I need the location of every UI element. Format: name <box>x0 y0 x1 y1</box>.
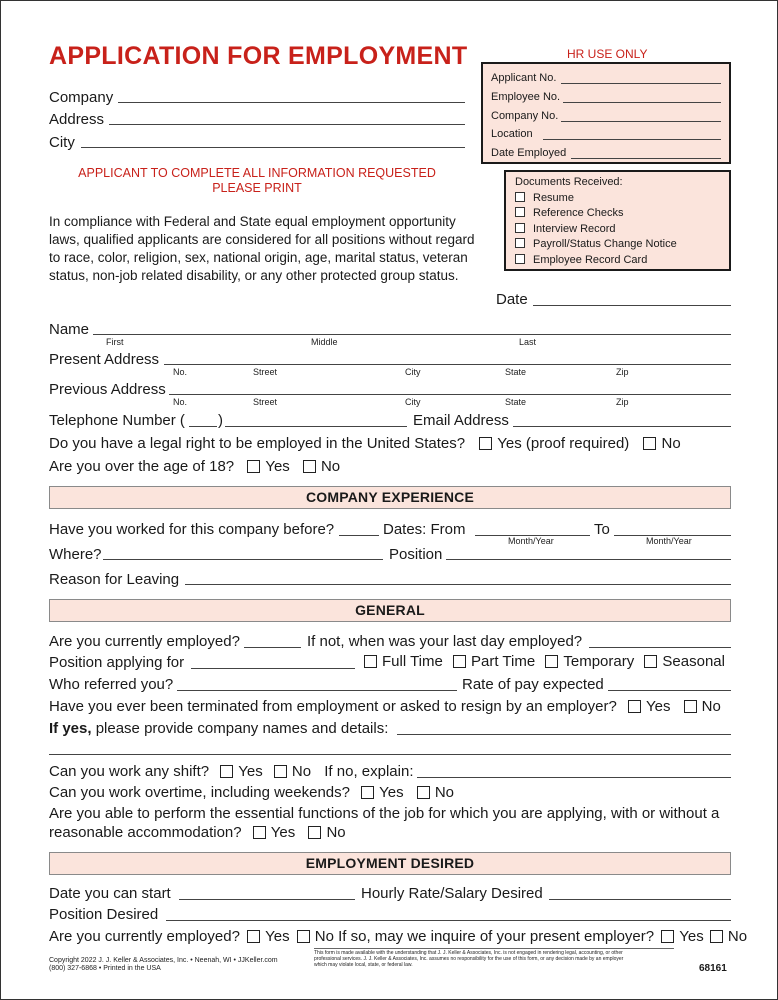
hr-date-employed-label: Date Employed <box>491 147 567 159</box>
disclaimer-line-2: professional services. J. J. Keller & Associates, Inc. assumes no responsibility for the use of this form, or any decision made by an employer <box>314 956 624 962</box>
dates-to-label: To <box>594 521 610 538</box>
if-yes-bold: If yes, <box>49 720 92 737</box>
present-address-line[interactable] <box>164 364 731 365</box>
seasonal-label: Seasonal <box>662 653 725 670</box>
position-desired-line[interactable] <box>166 920 731 921</box>
shift-no-checkbox[interactable] <box>274 765 287 778</box>
overtime-yes-checkbox[interactable] <box>361 786 374 799</box>
footer-copyright <box>49 957 278 973</box>
terminated-yes-label: Yes <box>645 698 671 715</box>
shift-yes-checkbox[interactable] <box>220 765 233 778</box>
name-caption-middle: Middle <box>311 337 338 347</box>
last-day-question: If not, when was your last day employed? <box>307 633 583 650</box>
previous-address-label: Previous Address <box>49 381 166 398</box>
terminated-question: Have you ever been terminated from employment or asked to resign by an employer? <box>49 698 617 715</box>
seasonal-checkbox[interactable] <box>644 655 657 668</box>
shift-no-label: No <box>291 763 312 780</box>
legal-right-row <box>49 435 681 452</box>
copyright-line-2: (800) 327-6868 • Printed in the USA <box>49 965 161 972</box>
documents-received-box <box>504 170 731 271</box>
instructions-line2: PLEASE PRINT <box>212 181 302 195</box>
position-desired-label: Position Desired <box>49 906 159 923</box>
previous-caption-state: State <box>505 397 527 407</box>
overtime-question: Can you work overtime, including weekends? <box>49 784 350 801</box>
hr-company-line[interactable] <box>561 121 721 122</box>
hr-location-label: Location <box>491 128 533 140</box>
city-line[interactable] <box>81 147 465 148</box>
desired-employed-yes-label: Yes <box>265 928 290 945</box>
desired-employed-yes-checkbox[interactable] <box>247 930 260 943</box>
terminated-yes-checkbox[interactable] <box>628 700 641 713</box>
copyright-line-1: Copyright 2022 J. J. Keller & Associates, Inc. • Neenah, WI • JJKeller.com <box>49 957 278 964</box>
worked-before-line[interactable] <box>339 535 379 536</box>
doc-payroll-label: Payroll/Status Change Notice <box>533 238 677 251</box>
company-line[interactable] <box>118 102 465 103</box>
shift-row <box>49 763 414 780</box>
form-title: APPLICATION FOR EMPLOYMENT <box>49 42 468 70</box>
date-label: Date <box>496 291 528 308</box>
over-18-yes-checkbox[interactable] <box>247 460 260 473</box>
doc-resume[interactable] <box>515 192 729 208</box>
hr-date-employed-line[interactable] <box>571 158 721 159</box>
doc-payroll-checkbox[interactable] <box>515 238 525 248</box>
worked-before-question: Have you worked for this company before? <box>49 521 335 538</box>
doc-resume-label: Resume <box>533 191 574 204</box>
legal-no-label: No <box>661 435 681 452</box>
present-employer-row <box>49 928 747 945</box>
email-line[interactable] <box>513 426 731 427</box>
temporary-label: Temporary <box>563 653 635 670</box>
if-yes-details-line[interactable] <box>397 734 731 735</box>
hr-applicant-label: Applicant No. <box>491 72 557 84</box>
shift-explain-line[interactable] <box>417 777 731 778</box>
previous-caption-no: No. <box>173 397 188 407</box>
employment-desired-header: EMPLOYMENT DESIRED <box>49 852 731 875</box>
address-label: Address <box>49 111 105 128</box>
legal-right-question: Do you have a legal right to be employed in the United States? <box>49 435 466 452</box>
telephone-paren: ) <box>218 412 223 429</box>
footer-disclaimer <box>314 948 674 968</box>
legal-yes-checkbox[interactable] <box>479 437 492 450</box>
company-experience-header: COMPANY EXPERIENCE <box>49 486 731 509</box>
overtime-yes-label: Yes <box>379 784 404 801</box>
shift-question: Can you work any shift? <box>49 763 210 780</box>
salary-line[interactable] <box>549 899 731 900</box>
overtime-row <box>49 784 454 801</box>
full-time-label: Full Time <box>382 653 443 670</box>
doc-record-card-label: Employee Record Card <box>533 253 648 266</box>
accommodation-no-label: No <box>326 824 346 841</box>
name-line[interactable] <box>93 334 731 335</box>
if-yes-details-line-2[interactable] <box>49 754 731 755</box>
if-yes-row <box>49 720 388 737</box>
telephone-line[interactable] <box>225 426 407 427</box>
form-number: 68161 <box>699 963 727 974</box>
rate-label: Rate of pay expected <box>462 676 604 693</box>
full-time-checkbox[interactable] <box>364 655 377 668</box>
name-label: Name <box>49 321 90 338</box>
over-18-row <box>49 458 340 475</box>
last-day-line[interactable] <box>589 647 731 648</box>
compliance-line-3: to race, color, religion, sex, national origin, age, marital status, veteran <box>49 250 468 265</box>
start-date-line[interactable] <box>179 899 355 900</box>
reason-leaving-line[interactable] <box>185 584 731 585</box>
if-no-explain-label: If no, explain: <box>324 763 414 780</box>
name-caption-last: Last <box>519 337 537 347</box>
previous-caption-zip: Zip <box>616 397 629 407</box>
where-line[interactable] <box>103 559 383 560</box>
position-applying-label: Position applying for <box>49 654 185 671</box>
doc-employee-record-card[interactable] <box>515 254 729 270</box>
dates-from-label: Dates: From <box>383 521 466 538</box>
present-caption-street: Street <box>253 367 278 377</box>
doc-interview-label: Interview Record <box>533 222 616 235</box>
currently-employed-question: Are you currently employed? <box>49 633 240 650</box>
terminated-no-checkbox[interactable] <box>684 700 697 713</box>
present-caption-zip: Zip <box>616 367 629 377</box>
to-caption: Month/Year <box>646 536 692 546</box>
documents-heading: Documents Received: <box>515 176 623 188</box>
doc-resume-checkbox[interactable] <box>515 192 525 202</box>
general-header: GENERAL <box>49 599 731 622</box>
compliance-statement <box>49 213 475 285</box>
essential-functions-question: Are you able to perform the essential functions of the job for which you are applying, with or without a <box>49 805 720 822</box>
inquire-question: No If so, may we inquire of your present employer? <box>314 928 655 945</box>
over-18-no-checkbox[interactable] <box>303 460 316 473</box>
position-line[interactable] <box>446 559 731 560</box>
inquire-no-label: No <box>727 928 748 945</box>
accommodation-question: reasonable accommodation? <box>49 824 242 841</box>
present-caption-no: No. <box>173 367 188 377</box>
terminated-row <box>49 698 721 715</box>
hr-heading: HR USE ONLY <box>567 47 648 61</box>
accommodation-no-checkbox[interactable] <box>308 826 321 839</box>
employment-type-options <box>364 653 725 670</box>
company-label: Company <box>49 89 114 106</box>
legal-yes-label: Yes (proof required) <box>497 435 630 452</box>
hr-location-line[interactable] <box>543 139 721 140</box>
hr-employee-line[interactable] <box>563 102 721 103</box>
shift-yes-label: Yes <box>238 763 263 780</box>
salary-label: Hourly Rate/Salary Desired <box>361 885 543 902</box>
desired-employed-no-checkbox[interactable] <box>297 930 310 943</box>
where-label: Where? <box>49 546 102 563</box>
part-time-checkbox[interactable] <box>453 655 466 668</box>
previous-caption-street: Street <box>253 397 278 407</box>
terminated-no-label: No <box>701 698 721 715</box>
doc-payroll-notice[interactable] <box>515 238 729 254</box>
present-address-label: Present Address <box>49 351 160 368</box>
area-code-line[interactable] <box>189 426 217 427</box>
doc-record-card-checkbox[interactable] <box>515 254 525 264</box>
hr-employee-label: Employee No. <box>491 91 561 103</box>
start-date-label: Date you can start <box>49 885 171 902</box>
previous-caption-city: City <box>405 397 421 407</box>
disclaimer-line-3: which may violate local, state, or federal law. <box>314 962 413 968</box>
address-line[interactable] <box>109 124 465 125</box>
accommodation-row <box>49 824 346 841</box>
doc-interview-record[interactable] <box>515 223 729 239</box>
referred-line[interactable] <box>177 690 457 691</box>
name-caption-first: First <box>106 337 124 347</box>
doc-interview-checkbox[interactable] <box>515 223 525 233</box>
accommodation-yes-checkbox[interactable] <box>253 826 266 839</box>
inquire-yes-label: Yes <box>679 928 704 945</box>
present-caption-city: City <box>405 367 421 377</box>
email-label: Email Address <box>413 412 509 429</box>
referred-label: Who referred you? <box>49 676 174 693</box>
legal-no-checkbox[interactable] <box>643 437 656 450</box>
over-18-yes-label: Yes <box>265 458 290 475</box>
doc-reference-checks[interactable] <box>515 207 729 223</box>
position-label: Position <box>389 546 443 563</box>
doc-reference-label: Reference Checks <box>533 207 624 220</box>
desired-currently-employed-question: Are you currently employed? <box>49 928 240 945</box>
hr-company-label: Company No. <box>491 110 559 122</box>
compliance-line-2: laws, qualified applicants are considered for all positions without regard <box>49 232 475 247</box>
part-time-label: Part Time <box>471 653 536 670</box>
present-caption-state: State <box>505 367 527 377</box>
compliance-line-1: In compliance with Federal and State equal employment opportunity <box>49 214 456 229</box>
reason-leaving-label: Reason for Leaving <box>49 571 180 588</box>
telephone-label: Telephone Number ( <box>49 412 185 429</box>
over-18-no-label: No <box>320 458 341 475</box>
city-label: City <box>49 134 75 151</box>
from-caption: Month/Year <box>508 536 554 546</box>
inquire-no-checkbox[interactable] <box>710 930 723 943</box>
compliance-line-4: status, non-job related disability, or any other protected group status. <box>49 268 459 283</box>
previous-address-line[interactable] <box>169 394 731 395</box>
hr-applicant-line[interactable] <box>561 83 721 84</box>
hr-use-box <box>481 62 731 164</box>
rate-line[interactable] <box>608 690 731 691</box>
over-18-question: Are you over the age of 18? <box>49 458 235 475</box>
disclaimer-line-1: This form is made available with the understanding that J. J. Keller & Associates, Inc. is not engaged in rendering legal, accounting, or other <box>314 950 623 956</box>
position-applying-line[interactable] <box>191 668 355 669</box>
currently-employed-line[interactable] <box>244 647 301 648</box>
instructions-line1: APPLICANT TO COMPLETE ALL INFORMATION REQUESTED <box>78 166 436 180</box>
temporary-checkbox[interactable] <box>545 655 558 668</box>
if-yes-rest: please provide company names and details: <box>91 720 389 737</box>
overtime-no-label: No <box>434 784 455 801</box>
overtime-no-checkbox[interactable] <box>417 786 430 799</box>
date-line[interactable] <box>533 305 731 306</box>
inquire-yes-checkbox[interactable] <box>661 930 674 943</box>
accommodation-yes-label: Yes <box>270 824 296 841</box>
doc-reference-checkbox[interactable] <box>515 207 525 217</box>
